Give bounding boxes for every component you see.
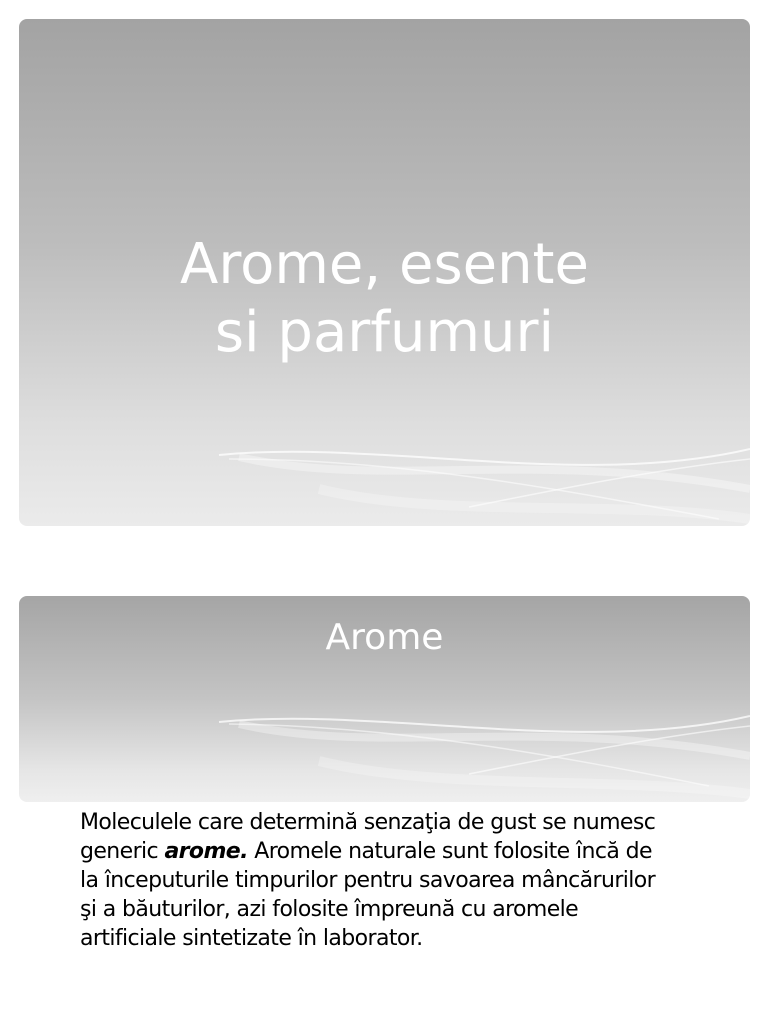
slide-heading: Arome: [325, 617, 444, 658]
slide-title-line: si parfumuri: [214, 300, 555, 365]
content-slide: [19, 596, 750, 802]
slide-title: [19, 231, 750, 367]
body-text-end: Aromele naturale sunt folosite încă de la începuturile timpurilor pentru savoarea mâncărurilor şi a băuturilor, azi folosite împreună cu aromele artificiale sintetizate în laborator.: [80, 839, 656, 951]
body-paragraph: [80, 808, 660, 953]
body-text-start: Moleculele care determină senzaţia de gust se numesc generic: [80, 810, 656, 864]
title-slide: [19, 19, 750, 526]
emphasized-term: arome.: [164, 839, 248, 864]
slide-title-line: Arome, esente: [180, 232, 589, 297]
